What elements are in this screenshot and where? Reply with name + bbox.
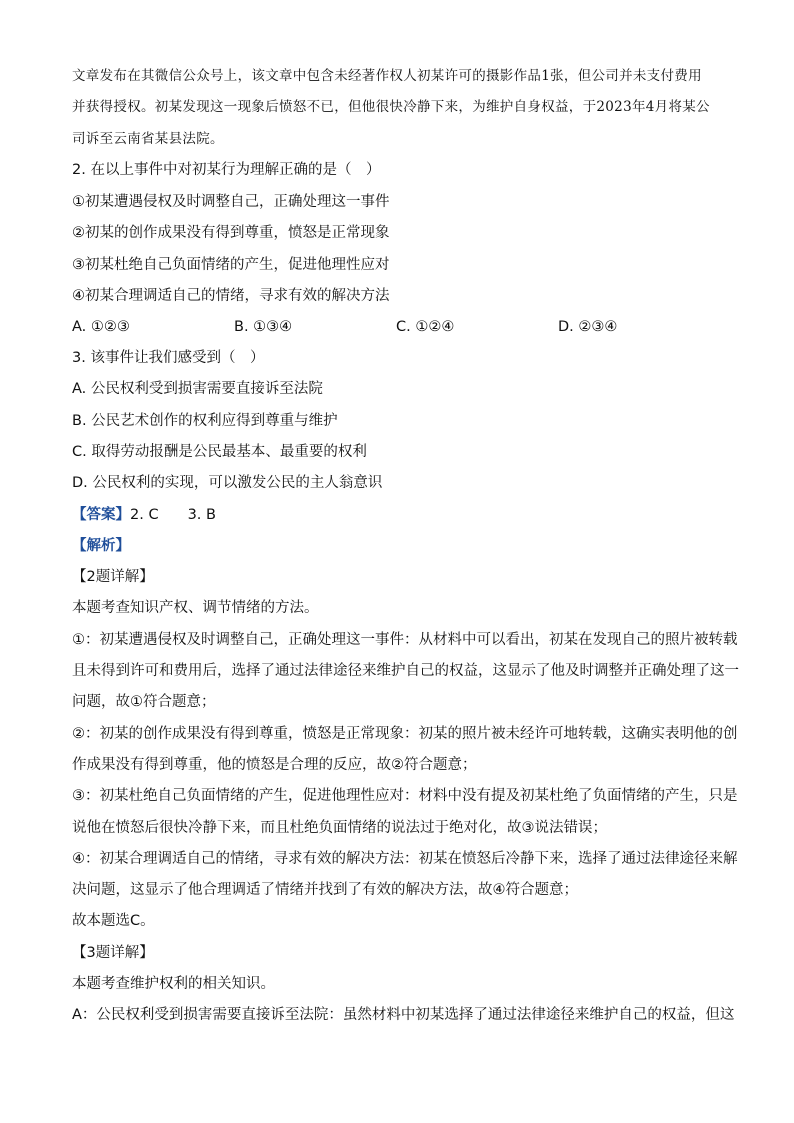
answer-row — [72, 505, 722, 525]
question-2-item-3: ③初某杜绝自己负面情绪的产生，促进他理性应对 — [72, 257, 390, 273]
q2-detail-heading: 【2题详解】 — [72, 569, 154, 585]
question-3-stem: 3. 该事件让我们感受到（ ） — [72, 350, 265, 366]
material-line-2: 并获得授权。初某发现这一现象后愤怒不已，但他很快冷静下来，为维护自身权益，于2023年4月将某公 — [72, 99, 710, 115]
q2-detail-line: 作成果没有得到尊重，他的愤怒是合理的反应，故②符合题意； — [72, 757, 477, 773]
q2-detail-line: 问题，故①符合题意； — [72, 694, 216, 710]
answer-label: 【答案】 — [72, 507, 130, 523]
analysis-label: 【解析】 — [72, 538, 130, 554]
q2-detail-line: ④：初某合理调适自己的情绪，寻求有效的解决方法：初某在愤怒后冷静下来，选择了通过法律途径来解 — [72, 851, 738, 867]
q2-detail-line: ②：初某的创作成果没有得到尊重，愤怒是正常现象：初某的照片被未经许可地转载，这确实表明他的创 — [72, 726, 738, 742]
material-line-1: 文章发布在其微信公众号上，该文章中包含未经著作权人初某许可的摄影作品1张，但公司并未支付费用 — [72, 68, 702, 84]
question-2-option-c: C. ①②④ — [396, 319, 455, 335]
question-2-item-1: ①初某遭遇侵权及时调整自己，正确处理这一事件 — [72, 194, 390, 210]
q2-detail-line: ①：初某遭遇侵权及时调整自己，正确处理这一事件：从材料中可以看出，初某在发现自己的照片被转载 — [72, 632, 738, 648]
question-3-option-c: C. 取得劳动报酬是公民最基本、最重要的权利 — [72, 444, 367, 460]
material-line-3: 司诉至云南省某县法院。 — [72, 131, 224, 147]
question-2-option-d: D. ②③④ — [558, 319, 618, 335]
q2-detail-line: 本题考查知识产权、调节情绪的方法。 — [72, 600, 319, 616]
question-2-item-2: ②初某的创作成果没有得到尊重，愤怒是正常现象 — [72, 225, 390, 241]
question-3-option-a: A. 公民权利受到损害需要直接诉至法院 — [72, 381, 323, 397]
q2-detail-line: 决问题，这显示了他合理调适了情绪并找到了有效的解决方法，故④符合题意； — [72, 882, 578, 898]
question-2-option-b: B. ①③④ — [234, 319, 293, 335]
q2-detail-line: ③：初某杜绝自己负面情绪的产生，促进他理性应对：材料中没有提及初某杜绝了负面情绪的产生，只是 — [72, 788, 738, 804]
q3-detail-line: A：公民权利受到损害需要直接诉至法院：虽然材料中初某选择了通过法律途径来维护自己的权益，但这 — [72, 1007, 735, 1023]
question-3-option-b: B. 公民艺术创作的权利应得到尊重与维护 — [72, 413, 338, 429]
question-2-stem: 2. 在以上事件中对初某行为理解正确的是（ ） — [72, 162, 381, 178]
answer-text: 2. C 3. B — [130, 507, 216, 523]
q2-detail-line: 说他在愤怒后很快冷静下来，而且杜绝负面情绪的说法过于绝对化，故③说法错误； — [72, 820, 607, 836]
q3-detail-line: 本题考查维护权利的相关知识。 — [72, 976, 275, 992]
q3-detail-heading: 【3题详解】 — [72, 945, 154, 961]
question-2-option-a: A. ①②③ — [72, 319, 130, 335]
question-2-item-4: ④初某合理调适自己的情绪，寻求有效的解决方法 — [72, 288, 390, 304]
q2-detail-line: 且未得到许可和费用后，选择了通过法律途径来维护自己的权益，这显示了他及时调整并正确处理了这一 — [72, 663, 739, 679]
q2-detail-line: 故本题选C。 — [72, 913, 155, 929]
question-3-option-d: D. 公民权利的实现，可以激发公民的主人翁意识 — [72, 475, 383, 491]
